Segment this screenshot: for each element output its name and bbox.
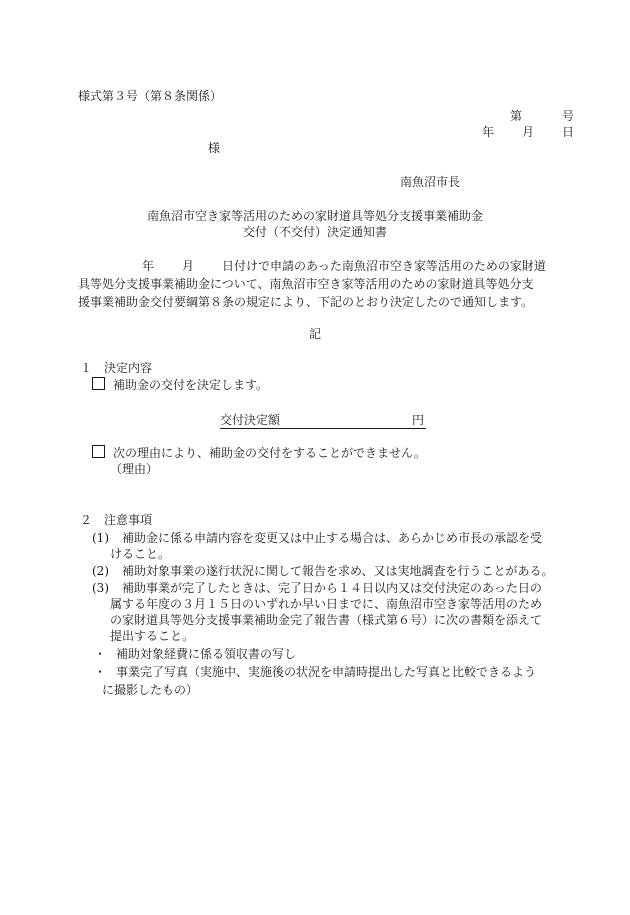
ki-label: 記 (308, 327, 321, 341)
reason-label: （理由） (110, 462, 159, 476)
item3-line4: 提出すること。 (110, 629, 195, 643)
amount-unit: 円 (411, 413, 424, 427)
title-line2: 交付（不交付）決定通知書 (242, 225, 387, 239)
option1-label: 補助金の交付を決定します。 (113, 378, 269, 392)
amount-label: 交付決定額 (220, 413, 281, 427)
title-line1: 南魚沼市空き家等活用のための家財道具等処分支援事業補助金 (146, 209, 483, 223)
item1-num: (1) (92, 531, 109, 545)
doc-number-suffix: 号 (562, 109, 575, 123)
bullet2-line1: 事業完了写真（実施中、実施後の状況を申請時提出した写真と比較できるよう (116, 665, 537, 679)
item3-line1: 補助事業が完了したときは、完了日から１４日以内又は交付決定のあった日の (122, 581, 542, 595)
bullet1-mark: ・ (94, 647, 107, 661)
option1-row (92, 377, 268, 393)
item3-line2: 属する年度の３月１５日のいずれか早い日までに、南魚沼市空き家等活用のため (110, 597, 543, 611)
option2-label: 次の理由により、補助金の交付をすることができません。 (113, 446, 426, 460)
item1-line1: 補助金に係る申請内容を変更又は中止する場合は、あらかじめ市長の承認を受 (122, 531, 543, 545)
body-line1: 日付けで申請のあった南魚沼市空き家等活用のための家財道 (222, 259, 546, 273)
body-month: 月 (182, 259, 195, 273)
item1-line2: けること。 (110, 547, 171, 561)
body-year: 年 (142, 259, 155, 273)
bullet2-mark: ・ (94, 665, 107, 679)
body-line3: 援事業補助金交付要綱第８条の規定により、下記のとおり決定したので通知します。 (78, 295, 534, 309)
addressee-honorific: 様 (208, 141, 221, 155)
section2-heading: ２ 注意事項 (80, 513, 153, 527)
body-line2: 具等処分支援事業補助金について、南魚沼市空き家等活用のための家財道具等処分支 (78, 277, 534, 291)
item3-line3: の家財道具等処分支援事業補助金完了報告書（様式第６号）に次の書類を添えて (110, 613, 543, 627)
amount-underline (220, 412, 426, 429)
issuer: 南魚沼市長 (400, 175, 461, 189)
amount-row (220, 412, 426, 429)
bullet2-line2: に撮影したもの） (102, 683, 199, 697)
option1-checkbox[interactable] (92, 377, 105, 390)
item2-line1: 補助対象事業の遂行状況に関して報告を求め、又は実地調査を行うことがある。 (122, 564, 554, 578)
date-month: 月 (522, 125, 535, 139)
section1-heading: １ 決定内容 (80, 361, 153, 375)
item3-num: (3) (92, 581, 109, 595)
form-header: 様式第３号（第８条関係） (78, 89, 223, 103)
option2-checkbox[interactable] (92, 445, 105, 458)
option2-row (92, 445, 426, 461)
bullet1-text: 補助対象経費に係る領収書の写し (116, 647, 297, 661)
item2-num: (2) (92, 564, 109, 578)
date-year: 年 (482, 125, 495, 139)
doc-number-prefix: 第 (510, 109, 523, 123)
date-day: 日 (562, 125, 575, 139)
